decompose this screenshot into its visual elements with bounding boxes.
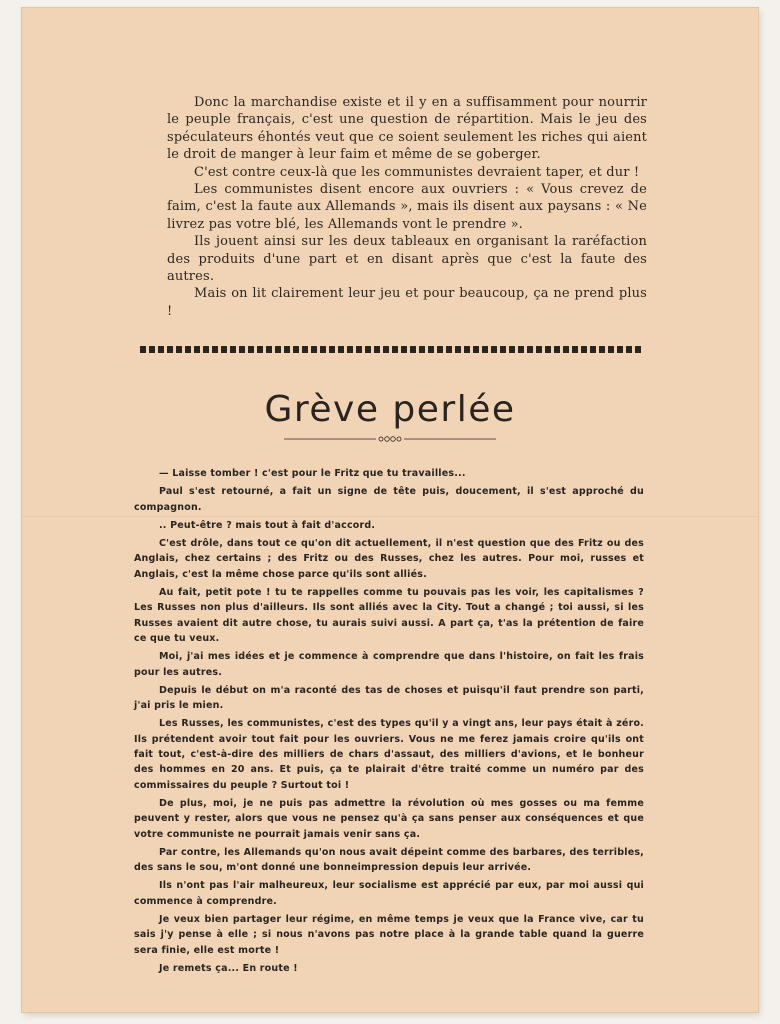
paragraph: Depuis le début on m'a raconté des tas de choses et puisqu'il faut prendre son parti, j'ai pris le mien. xyxy=(134,684,644,712)
dialogue-text-block xyxy=(134,466,644,979)
paragraph: Par contre, les Allemands qu'on nous avait dépeint comme des barbares, des terribles, des sans le sou, m'ont donné une bonneimpression depuis leur arrivée. xyxy=(134,846,644,874)
paragraph: Les Russes, les communistes, c'est des types qu'il y a vingt ans, leur pays était à zéro. Ils prétendent avoir tout fait pour les ouvriers. Vous ne me ferez jamais croire qu'ils ont fait tout, c'est-à-dire des milliers de chars d'assaut, des milliers d'avions, et le bonheur des hommes en 20 ans. Et puis, ça te plairait d'être traité comme un numéro par des commissaires du peuple ? Surtout toi ! xyxy=(134,718,644,791)
paragraph: Mais on lit clairement leur jeu et pour beaucoup, ça ne prend plus ! xyxy=(167,286,647,319)
pamphlet-sheet xyxy=(22,8,758,1012)
paragraph: Je veux bien partager leur régime, en même temps je veux que la France vive, car tu sais j'y pense à elle ; si nous n'avons pas notre place à la grande table quand la guerre sera finie, elle est morte ! xyxy=(134,914,644,956)
paragraph: — Laisse tomber ! c'est pour le Fritz que tu travailles... xyxy=(159,468,466,479)
top-text-block xyxy=(167,94,647,320)
paragraph: C'est drôle, dans tout ce qu'on dit actuellement, il n'est question que des Fritz ou des Anglais, chez certains ; des Fritz ou des Russes, chez les autres. Pour moi, russes et Anglais, c'est la même chose parce qu'ils sont alliés. xyxy=(134,538,644,580)
section-title: Grève perlée xyxy=(264,389,516,430)
paragraph: .. Peut-être ? mais tout à fait d'accord. xyxy=(159,519,376,531)
ornament-rule xyxy=(284,434,496,444)
paragraph: Donc la marchandise existe et il y en a suffisamment pour nourrir le peuple français, c'est une question de répartition. Mais le jeu des spéculateurs éhontés veut que ce soient seulement les riches qui aient le droit de manger à leur faim et même de se goberger. xyxy=(167,95,647,163)
paragraph: C'est contre ceux-là que les communistes devraient taper, et dur ! xyxy=(194,164,640,180)
paragraph: Je remets ça... En route ! xyxy=(159,962,298,974)
paragraph: Moi, j'ai mes idées et je commence à comprendre que dans l'histoire, on fait les frais pour les autres. xyxy=(134,651,644,678)
paragraph: Paul s'est retourné, a fait un signe de tête puis, doucement, il s'est approché du compagnon. xyxy=(134,486,644,513)
dashed-separator xyxy=(140,346,644,353)
paragraph: Les communistes disent encore aux ouvriers : « Vous crevez de faim, c'est la faute aux Allemands », mais ils disent aux paysans : « Ne livrez pas votre blé, les Allemands vont le prendre ». xyxy=(167,182,647,232)
paragraph: De plus, moi, je ne puis pas admettre la révolution où mes gosses ou ma femme peuvent y rester, alors que vous ne pensez qu'à ça sans penser aux conséquences et que votre communiste ne pourrait jamais venir sans ça. xyxy=(134,797,644,840)
paragraph: Ils jouent ainsi sur les deux tableaux en organisant la raréfaction des produits d'une part et en disant après que c'est la faute des autres. xyxy=(167,234,647,285)
paragraph: Ils n'ont pas l'air malheureux, leur socialisme est apprécié par eux, par moi aussi qui commence à comprendre. xyxy=(134,880,644,907)
paragraph: Au fait, petit pote ! tu te rappelles comme tu pouvais pas les voir, les capitalismes ? Les Russes non plus d'ailleurs. Ils sont alliés avec la City. Tout a changé ; toi aussi, si les Russes avaient dit autre chose, tu aurais suivi aussi. A part ça, t'as la prétention de faire ce que tu veux. xyxy=(134,587,644,644)
